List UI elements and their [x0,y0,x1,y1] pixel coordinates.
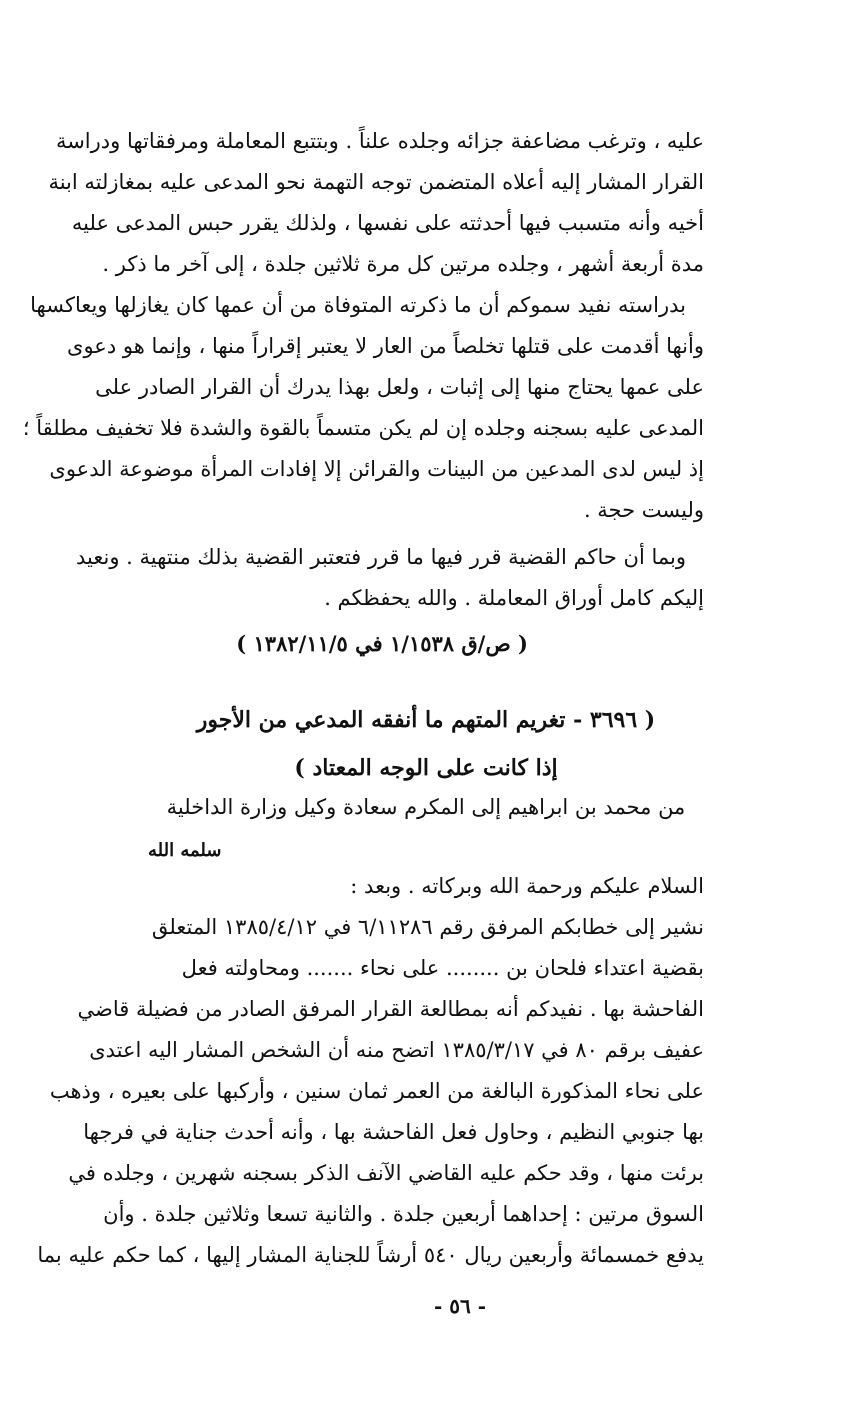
text-line: أخيه وأنه متسبب فيها أحدثته على نفسها ، ولذلك يقرر حبس المدعى عليه [71,211,704,235]
text-line: إذ ليس لدى المدعين من البينات والقرائن إلا إفادات المرأة موضوعة الدعوى [49,457,704,481]
text-line: وبما أن حاكم القضية قرر فيها ما قرر فتعتبر القضية بذلك منتهية . ونعيد [76,545,686,569]
text-line: المدعى عليه بسجنه وجلده إن لم يكن متسماً بالقوة والشدة فلا تخفيف مطلقاً ؛ [22,416,704,440]
paragraph-3 [76,537,704,619]
text-line: إليكم كامل أوراق المعاملة . والله يحفظكم . [324,586,704,610]
section-heading-line-2: إذا كانت على الوجه المعتاد ) [294,755,558,781]
page-number: - ٥٦ - [433,1294,486,1318]
paragraph-2 [22,285,704,531]
text-line: عفيف برقم ٨٠ في ١٣٨٥/٣/١٧ اتضح منه أن الشخص المشار اليه اعتدى [89,1038,704,1062]
text-line: مدة أربعة أشهر ، وجلده مرتين كل مرة ثلاثين جلدة ، إلى آخر ما ذكر . [102,252,704,276]
text-line: برئت منها ، وقد حكم عليه القاضي الآنف الذكر بسجنه شهرين ، وجلده في [68,1161,704,1185]
text-line: القرار المشار إليه أعلاه المتضمن توجه التهمة نحو المدعى عليه بمغازلته ابنة [48,170,704,194]
sender-line: من محمد بن ابراهيم إلى المكرم سعادة وكيل وزارة الداخلية [166,795,686,819]
text-line: على عمها يحتاج منها إلى إثبات ، ولعل بهذا يدرك أن القرار الصادر على [95,375,704,399]
text-line: السوق مرتين : إحداهما أربعين جلدة . والثانية تسعا وثلاثين جلدة . وأن [103,1202,704,1226]
salutation: سلمه الله [148,840,222,861]
text-line: بدراسته نفيد سموكم أن ما ذكرته المتوفاة من أن عمها كان يغازلها ويعاكسها [30,293,686,317]
text-line: على نحاء المذكورة البالغة من العمر ثمان سنين ، وأركبها على بعيره ، وذهب [49,1079,704,1103]
text-line: وليست حجة . [583,498,704,522]
text-line: يدفع خمسمائة وأربعين ريال ٥٤٠ أرشاً للجناية المشار إليها ، كما حكم عليه بما [37,1243,704,1267]
paragraph-4 [37,907,704,1276]
text-line: عليه ، وترغب مضاعفة جزائه وجلده علناً . وبتتبع المعاملة ومرفقاتها ودراسة [55,129,704,153]
reference-citation: ( ص/ق ١/١٥٣٨ في ١٣٨٢/١١/٥ ) [236,631,528,656]
text-line: بقضية اعتداء فلحان بن ........ على نحاء ....... ومحاولته فعل [181,956,704,980]
text-line: وأنها أقدمت على قتلها تخلصاً من العار لا يعتبر إقراراً منها ، وإنما هو دعوى [67,334,704,358]
text-line: الفاحشة بها . نفيدكم أنه بمطالعة القرار المرفق الصادر من فضيلة قاضي [77,997,704,1021]
text-line: نشير إلى خطابكم المرفق رقم ٦/١١٢٨٦ في ١٣٨٥/٤/١٢ المتعلق [151,915,704,939]
paragraph-1 [48,121,704,285]
section-heading-line-1: ( ٣٦٩٦ - تغريم المتهم ما أنفقه المدعي من الأجور [196,707,656,733]
greeting: السلام عليكم ورحمة الله وبركاته . وبعد : [350,874,704,898]
text-line: بها جنوبي النظيم ، وحاول فعل الفاحشة بها ، وأنه أحدث جناية في فرجها [83,1120,704,1144]
